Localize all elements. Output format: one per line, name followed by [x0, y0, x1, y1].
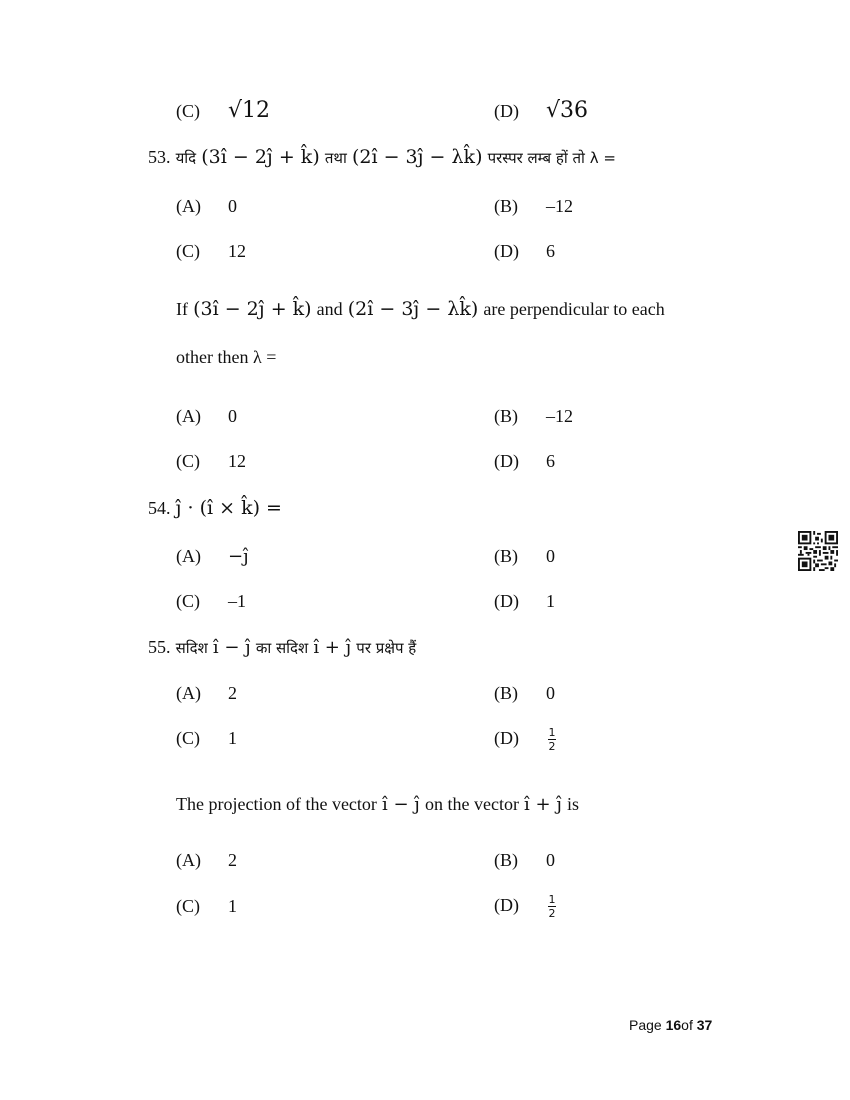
q55-en-option-c	[176, 896, 237, 917]
option-label: (A)	[176, 683, 201, 703]
vector-expression: î − ĵ	[212, 637, 251, 658]
q54-option-a	[176, 546, 249, 567]
option-value: 1	[546, 591, 555, 611]
fraction-denominator: 2	[548, 907, 556, 920]
q54-option-b	[494, 546, 555, 567]
english-text: The projection of the vector	[176, 794, 377, 814]
fraction-numerator: 1	[548, 726, 556, 739]
option-value: 2	[228, 850, 237, 870]
option-value: 12	[228, 451, 246, 471]
q52-option-c	[176, 98, 270, 123]
option-value: 0	[546, 850, 555, 870]
option-value: 6	[546, 451, 555, 471]
option-label: (D)	[494, 451, 519, 471]
q55-en-option-b	[494, 850, 555, 871]
vector-expression: (3î − 2ĵ + k̂)	[201, 146, 320, 168]
option-label: (B)	[494, 406, 518, 426]
q52-option-d	[494, 98, 588, 123]
option-label: (C)	[176, 728, 200, 748]
option-value: √36	[546, 98, 589, 123]
option-value: 6	[546, 241, 555, 261]
option-value: –12	[546, 196, 573, 216]
q53-question-english-line2	[176, 347, 276, 368]
english-text: is	[567, 794, 580, 814]
q55-hi-option-a	[176, 683, 237, 704]
q53-en-option-d	[494, 451, 555, 472]
question-number: 55.	[148, 637, 171, 657]
q53-hi-option-d	[494, 241, 555, 262]
option-label: (C)	[176, 591, 200, 611]
q53-en-option-b	[494, 406, 573, 427]
hindi-text: तथा	[324, 149, 347, 167]
english-text: If	[176, 299, 188, 319]
option-label: (B)	[494, 683, 518, 703]
q53-question-english	[176, 298, 665, 320]
option-label: (A)	[176, 546, 201, 566]
hindi-text: परस्पर लम्ब हों तो λ =	[487, 149, 616, 167]
option-label: (B)	[494, 546, 518, 566]
q53-hi-option-a	[176, 196, 237, 217]
option-value: √12	[228, 98, 271, 123]
option-label: (B)	[494, 196, 518, 216]
option-label: (C)	[176, 241, 200, 261]
option-value: 2	[228, 683, 237, 703]
math-expression: ĵ · (î × k̂) =	[175, 497, 282, 519]
option-label: (D)	[494, 101, 519, 121]
english-text: and	[316, 299, 343, 319]
fraction-one-half	[548, 727, 556, 752]
option-label: (C)	[176, 451, 200, 471]
vector-expression: î + ĵ	[313, 637, 352, 658]
option-value: 0	[228, 196, 237, 216]
option-value: 1	[228, 896, 237, 916]
question-number: 53.	[148, 147, 171, 167]
english-text: on the vector	[424, 794, 519, 814]
option-label: (D)	[494, 591, 519, 611]
q53-hi-option-b	[494, 196, 573, 217]
option-label: (B)	[494, 850, 518, 870]
q55-question-english	[176, 794, 579, 815]
english-text: are perpendicular to each	[483, 299, 665, 319]
q54-option-d	[494, 591, 555, 612]
vector-expression: (2î − 3ĵ − λk̂)	[351, 146, 483, 168]
q53-en-option-c	[176, 451, 246, 472]
option-label: (A)	[176, 850, 201, 870]
fraction-one-half	[548, 894, 556, 919]
q53-hi-option-c	[176, 241, 246, 262]
question-number: 54.	[148, 498, 171, 518]
option-label: (A)	[176, 406, 201, 426]
vector-expression: (3î − 2ĵ + k̂)	[193, 298, 312, 320]
q54-option-c	[176, 591, 246, 612]
option-label: (C)	[176, 101, 200, 121]
fraction-denominator: 2	[548, 740, 556, 753]
option-label: (D)	[494, 727, 519, 748]
page-number	[629, 1017, 712, 1033]
q55-question-hindi	[148, 637, 416, 658]
q54-question	[148, 497, 282, 519]
page-current: 16	[665, 1017, 682, 1033]
option-label: (D)	[494, 894, 519, 915]
q55-en-option-a	[176, 850, 237, 871]
q55-hi-option-c	[176, 728, 237, 749]
option-value: 1	[228, 728, 237, 748]
option-label: (A)	[176, 196, 201, 216]
q53-en-option-a	[176, 406, 237, 427]
english-text: other then λ =	[176, 347, 277, 367]
option-label: (D)	[494, 241, 519, 261]
vector-expression: (2î − 3ĵ − λk̂)	[347, 298, 479, 320]
option-value: 0	[546, 683, 555, 703]
vector-expression: î + ĵ	[524, 794, 562, 815]
page-of: of	[681, 1017, 693, 1033]
fraction-numerator: 1	[548, 893, 556, 906]
q55-hi-option-b	[494, 683, 555, 704]
q53-question-hindi	[148, 146, 616, 168]
option-value: –12	[546, 406, 573, 426]
option-value: 12	[228, 241, 246, 261]
hindi-text: सदिश	[175, 639, 208, 657]
hindi-text: यदि	[175, 149, 197, 167]
page-prefix: Page	[629, 1017, 662, 1033]
option-value: 0	[546, 546, 555, 566]
page-total: 37	[696, 1017, 713, 1033]
q55-en-option-d	[494, 894, 556, 919]
hindi-text: का सदिश	[255, 639, 309, 657]
hindi-text: पर प्रक्षेप हैं	[356, 639, 417, 657]
option-value: –1	[228, 591, 246, 611]
option-label: (C)	[176, 896, 200, 916]
option-value: −ĵ	[228, 546, 249, 567]
qr-code-icon	[798, 531, 838, 571]
option-value: 0	[228, 406, 237, 426]
q55-hi-option-d	[494, 727, 556, 752]
vector-expression: î − ĵ	[382, 794, 420, 815]
